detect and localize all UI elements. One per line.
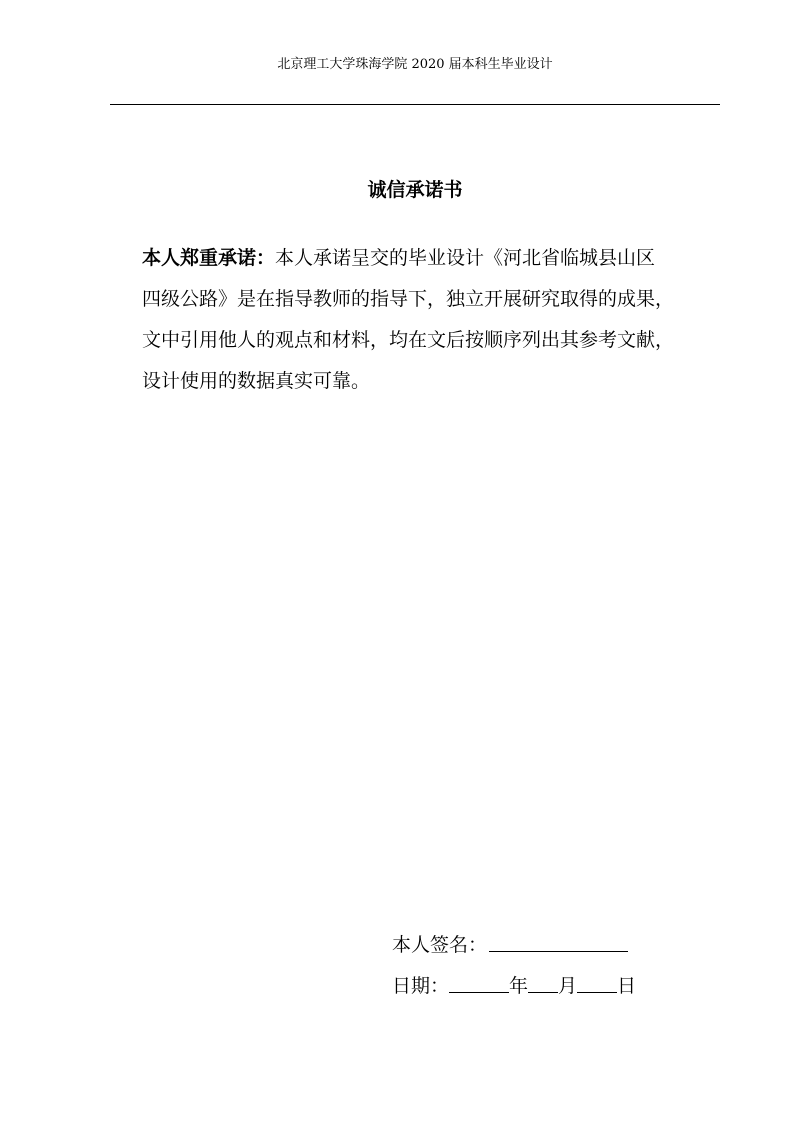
pledge-line-4: 设计使用的数据真实可靠。 — [142, 370, 371, 392]
year-label: 年 — [509, 975, 529, 997]
signature-blank[interactable] — [489, 931, 628, 952]
pledge-line-1 — [142, 243, 702, 284]
pledge-line-3: 文中引用他人的观点和材料，均在文后按顺序列出其参考文献， — [142, 329, 675, 351]
day-label: 日 — [617, 975, 637, 997]
day-blank[interactable] — [577, 972, 617, 993]
signature-label: 本人签名： — [392, 934, 488, 956]
page-header: 北京理工大学珠海学院 2020 届本科生毕业设计 — [277, 57, 553, 72]
header-divider — [110, 104, 720, 105]
pledge-text-1: 本人承诺呈交的毕业设计《河北省临城县山区 — [275, 247, 656, 269]
year-blank[interactable] — [449, 972, 509, 993]
document-title: 诚信承诺书 — [367, 179, 463, 201]
pledge-line-2: 四级公路》是在指导教师的指导下，独立开展研究取得的成果， — [142, 288, 675, 310]
pledge-paragraph — [142, 243, 702, 407]
month-blank[interactable] — [528, 972, 558, 993]
date-label: 日期： — [392, 975, 450, 997]
signature-row — [392, 931, 628, 958]
date-row — [392, 972, 636, 999]
pledge-lead: 本人郑重承诺： — [142, 247, 276, 269]
month-label: 月 — [558, 975, 578, 997]
